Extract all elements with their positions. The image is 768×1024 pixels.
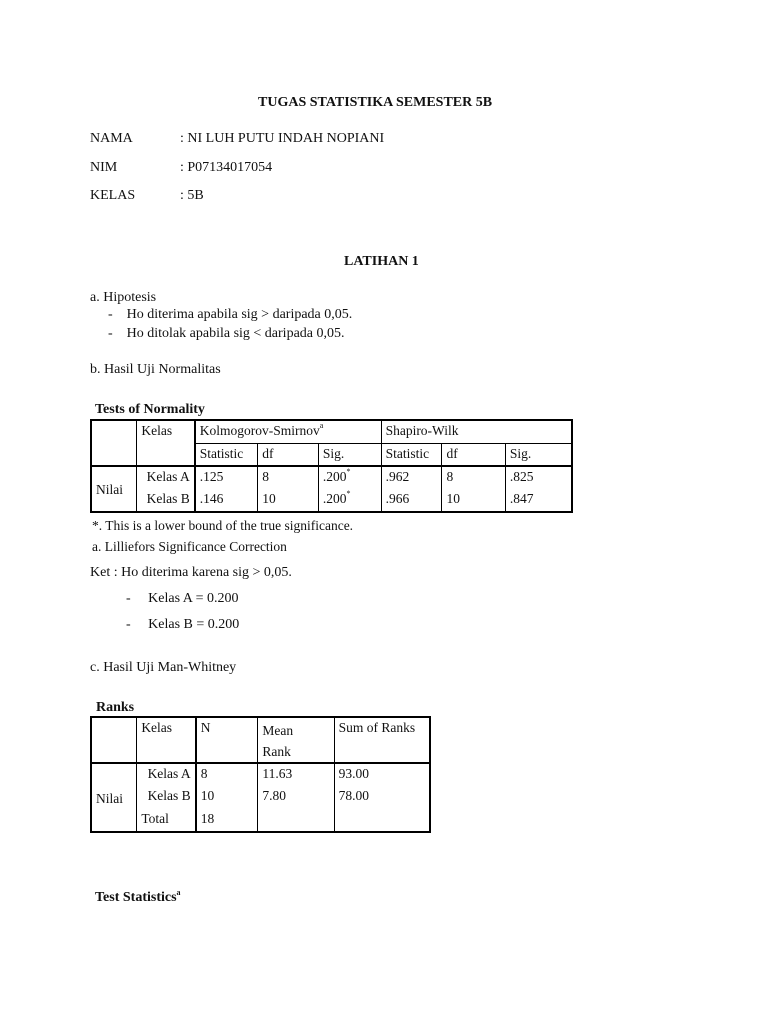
column-header-line: Rank bbox=[262, 744, 291, 759]
identity-label-nama: NAMA bbox=[90, 131, 133, 146]
table-cell: 8 bbox=[258, 466, 319, 489]
normalitas-heading: b. Hasil Uji Normalitas bbox=[90, 362, 221, 377]
table-cell bbox=[258, 809, 334, 832]
hipotesis-heading: a. Hipotesis bbox=[90, 290, 157, 305]
row-label: Kelas B bbox=[137, 489, 195, 512]
row-label: Kelas A bbox=[137, 466, 195, 489]
table-cell: .125 bbox=[195, 466, 258, 489]
man-whitney-heading: c. Hasil Uji Man-Whitney bbox=[90, 660, 237, 675]
column-header: Sig. bbox=[505, 443, 572, 466]
identity-value-nim: : P07134017054 bbox=[180, 160, 273, 175]
table-cell: 10 bbox=[258, 489, 319, 512]
hipotesis-item: - Ho ditolak apabila sig < daripada 0,05. bbox=[108, 326, 345, 341]
normality-table bbox=[90, 419, 573, 513]
column-header: df bbox=[258, 443, 319, 466]
table-cell: 7.80 bbox=[258, 786, 334, 809]
document-title: TUGAS STATISTIKA SEMESTER 5B bbox=[258, 95, 493, 110]
table-cell: 11.63 bbox=[258, 763, 334, 786]
test-statistics-label: Test Statistics bbox=[95, 890, 177, 905]
corner-cell bbox=[91, 420, 137, 443]
table-cell bbox=[334, 809, 430, 832]
row-label: Kelas B bbox=[137, 786, 196, 809]
table-cell: 93.00 bbox=[334, 763, 430, 786]
table-cell bbox=[318, 466, 381, 489]
table-cell: 78.00 bbox=[334, 786, 430, 809]
ranks-table-title: Ranks bbox=[96, 700, 135, 715]
cell-value: .200 bbox=[322, 469, 347, 484]
column-header: Statistic bbox=[195, 443, 258, 466]
row-label: Total bbox=[137, 809, 196, 832]
ket-item: - Kelas B = 0.200 bbox=[126, 617, 240, 632]
ranks-table bbox=[90, 716, 431, 833]
table-cell: 8 bbox=[196, 763, 258, 786]
table-footnote: *. This is a lower bound of the true significance. bbox=[92, 518, 354, 533]
column-group-header bbox=[195, 420, 381, 443]
footnote-marker: a bbox=[319, 421, 324, 430]
table-cell: .966 bbox=[381, 489, 442, 512]
footnote-marker: a bbox=[176, 888, 181, 897]
table-cell: .962 bbox=[381, 466, 442, 489]
column-group-header: Shapiro-Wilk bbox=[381, 420, 572, 443]
table-cell: 8 bbox=[442, 466, 505, 489]
column-header: N bbox=[196, 717, 258, 763]
identity-label-kelas: KELAS bbox=[90, 188, 136, 203]
row-label: Kelas A bbox=[137, 763, 196, 786]
hipotesis-item: - Ho diterima apabila sig > daripada 0,05. bbox=[108, 307, 353, 322]
identity-value-nama: : NI LUH PUTU INDAH NOPIANI bbox=[180, 131, 385, 146]
row-header: Nilai bbox=[91, 763, 137, 832]
column-header: df bbox=[442, 443, 505, 466]
identity-label-nim: NIM bbox=[90, 160, 118, 175]
table-cell: 18 bbox=[196, 809, 258, 832]
footnote-marker: * bbox=[346, 467, 351, 476]
table-cell: 10 bbox=[196, 786, 258, 809]
table-footnote: a. Lilliefors Significance Correction bbox=[92, 539, 287, 554]
normality-table-title: Tests of Normality bbox=[95, 402, 205, 417]
cell-value: .200 bbox=[322, 491, 347, 506]
row-header: Nilai bbox=[91, 466, 137, 512]
corner-cell bbox=[91, 443, 137, 466]
identity-value-kelas: : 5B bbox=[180, 188, 204, 203]
column-group-label: Kolmogorov-Smirnov bbox=[199, 423, 320, 438]
column-header: Kelas bbox=[137, 717, 196, 763]
ket-text: Ket : Ho diterima karena sig > 0,05. bbox=[90, 565, 292, 580]
corner-cell bbox=[91, 717, 137, 763]
column-header-line: Mean bbox=[262, 723, 294, 738]
table-cell: 10 bbox=[442, 489, 505, 512]
column-header: Sum of Ranks bbox=[334, 717, 430, 763]
table-cell: .825 bbox=[505, 466, 572, 489]
table-cell: .146 bbox=[195, 489, 258, 512]
footnote-marker: * bbox=[346, 489, 351, 498]
ket-item: - Kelas A = 0.200 bbox=[126, 591, 239, 606]
column-header bbox=[258, 717, 334, 763]
table-cell bbox=[318, 489, 381, 512]
table-cell: .847 bbox=[505, 489, 572, 512]
section-title: LATIHAN 1 bbox=[344, 254, 419, 269]
test-statistics-title bbox=[95, 890, 181, 906]
column-header: Statistic bbox=[381, 443, 442, 466]
column-header: Kelas bbox=[137, 420, 195, 466]
column-header: Sig. bbox=[318, 443, 381, 466]
